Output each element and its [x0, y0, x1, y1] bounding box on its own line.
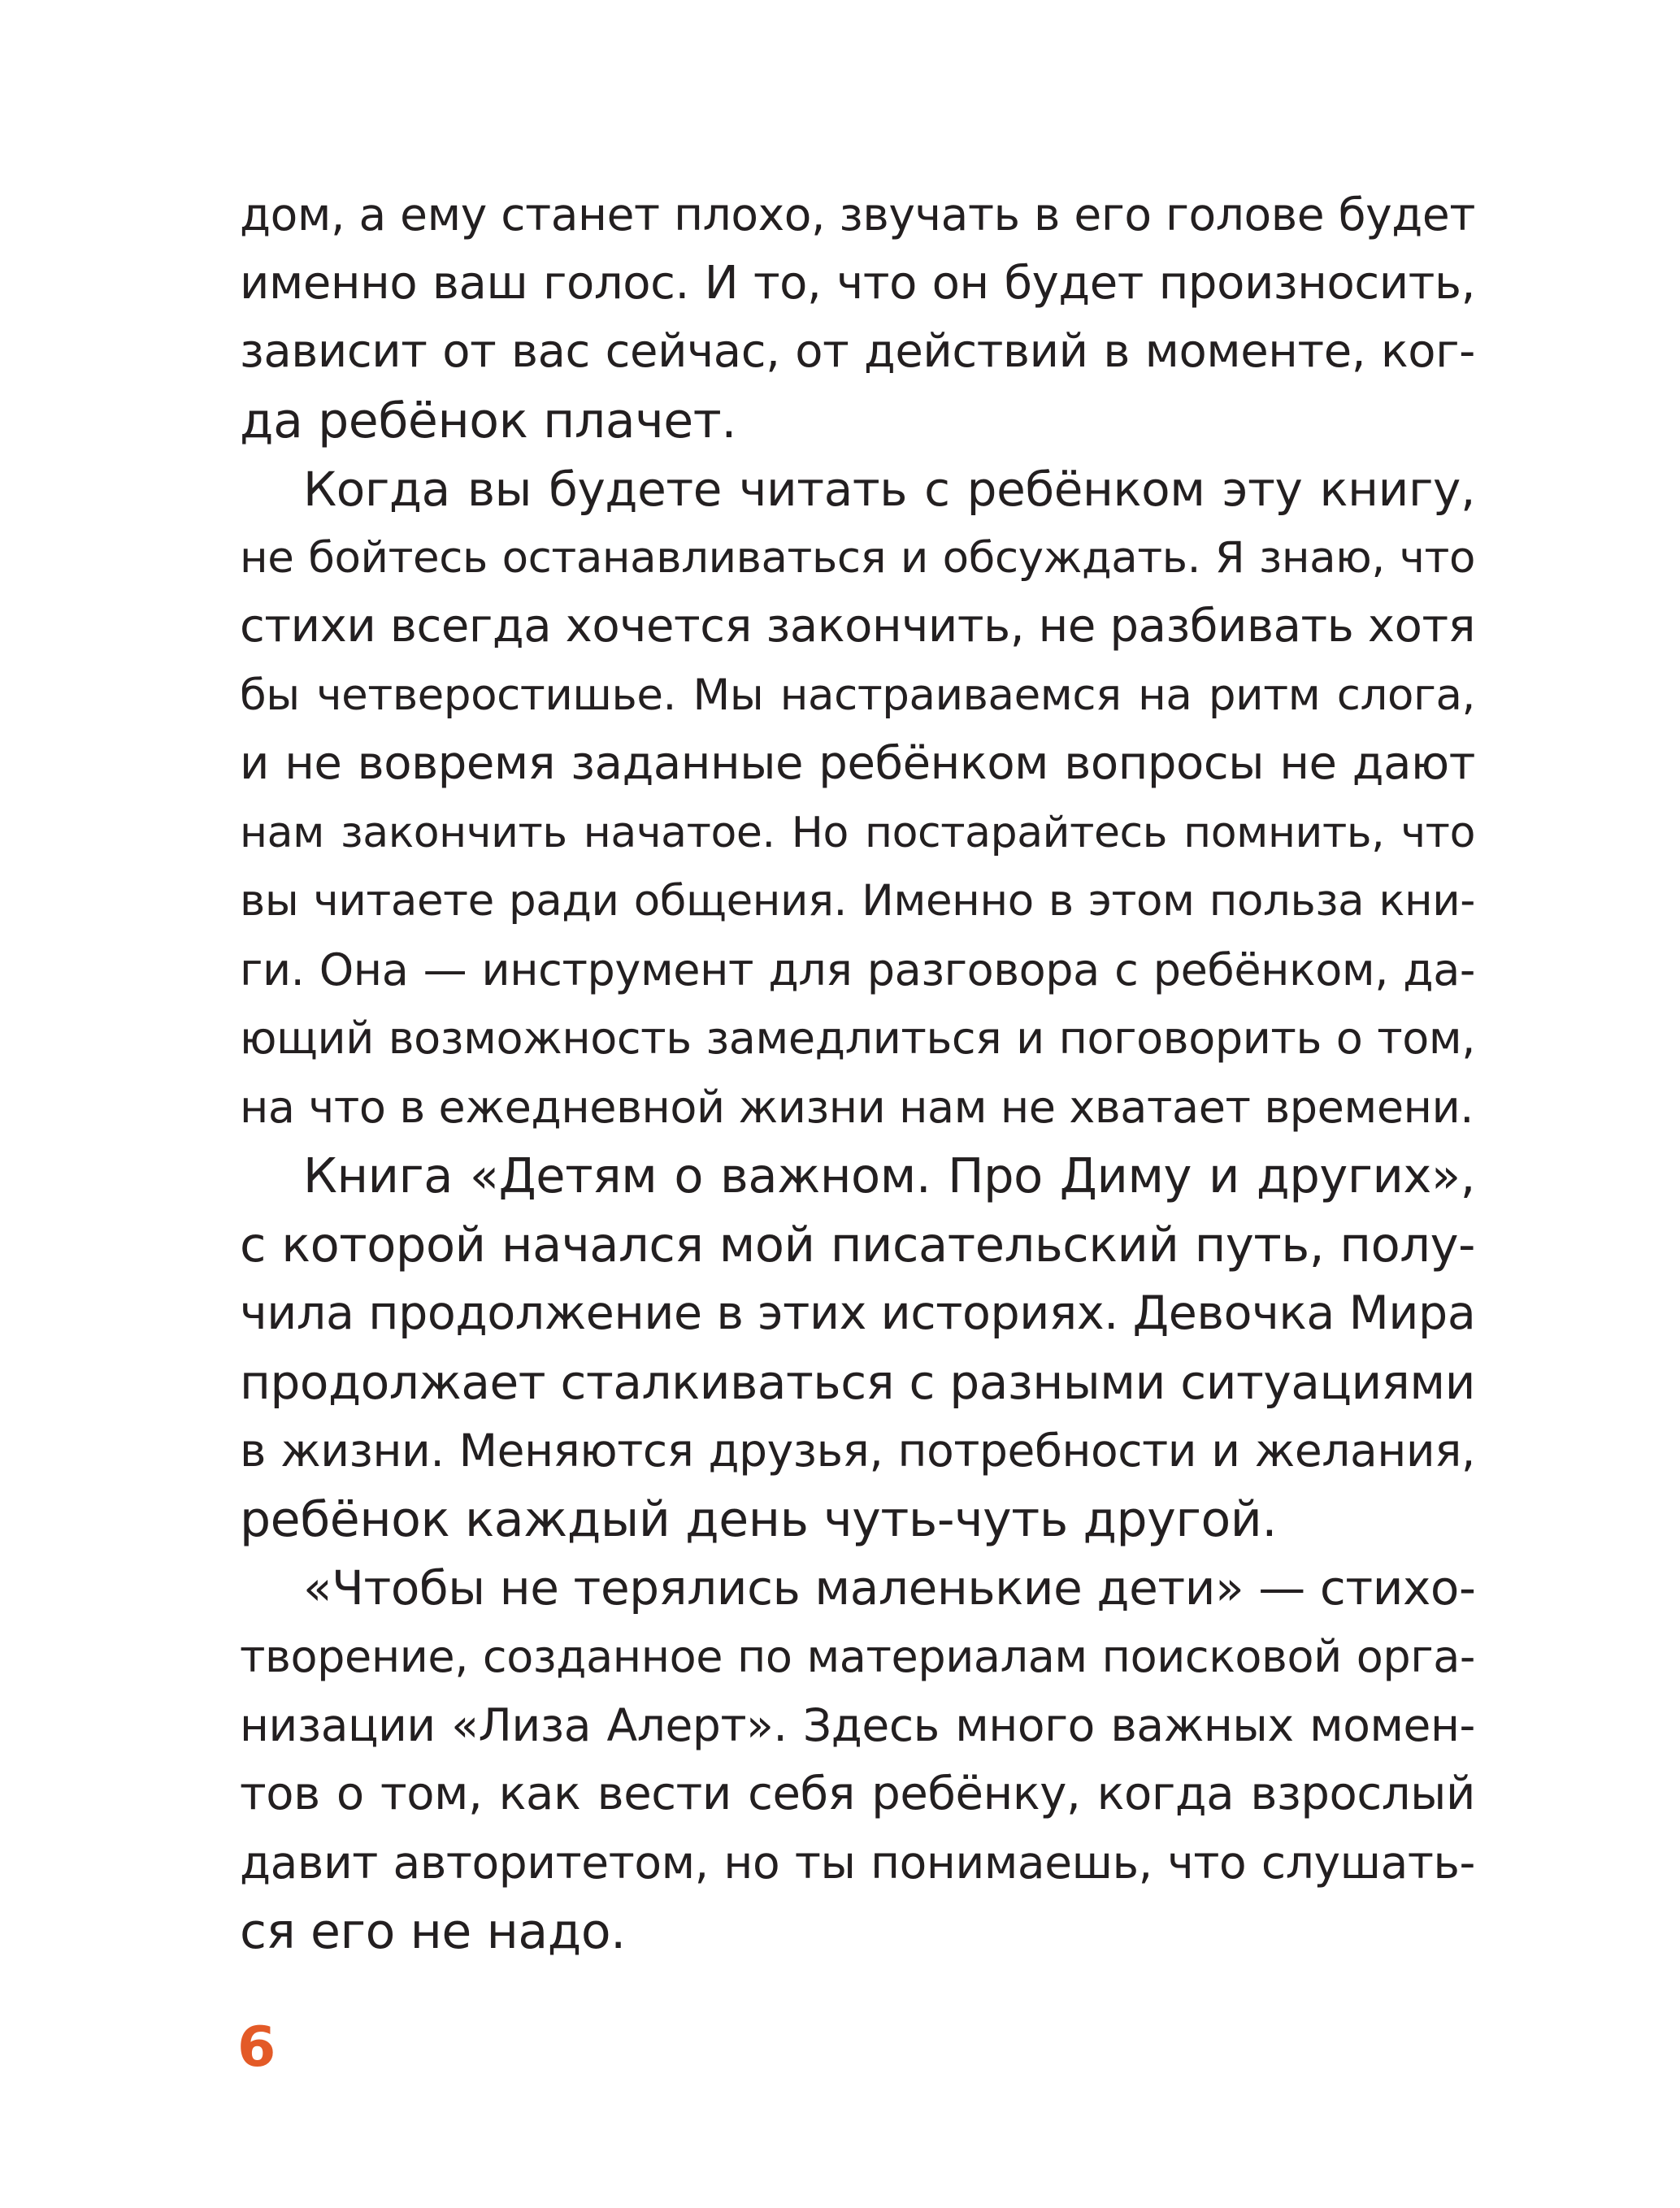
paragraph-line: зависит от вас сейчас, от действий в моменте, ког- — [240, 325, 1475, 378]
paragraph-line: низации «Лиза Алерт». Здесь много важных момен- — [240, 1699, 1475, 1751]
paragraph-line: ся его не надо. — [240, 1902, 626, 1960]
page-number: 6 — [237, 2015, 276, 2080]
paragraph-line: бы четверостишье. Мы настраиваемся на ритм слога, — [240, 670, 1475, 720]
paragraph-line: тов о том, как вести себя ребёнку, когда взрослый — [240, 1767, 1475, 1820]
paragraph-line: ющий возможность замедлиться и поговорить о том, — [240, 1013, 1475, 1064]
paragraph-line: нам закончить начатое. Но постарайтесь помнить, что — [240, 808, 1475, 857]
paragraph-line: именно ваш голос. И то, что он будет произносить, — [240, 256, 1475, 310]
paragraph-line: творение, созданное по материалам поисковой орга- — [240, 1630, 1475, 1682]
paragraph-line: на что в ежедневной жизни нам не хватает времени. — [240, 1081, 1474, 1133]
paragraph-line: не бойтесь останавливаться и обсуждать. Я знаю, что — [240, 532, 1475, 583]
paragraph-line: Когда вы будете читать с ребёнком эту книгу, — [303, 462, 1475, 517]
paragraph-line: дом, а ему станет плохо, звучать в его голове будет — [240, 189, 1475, 241]
paragraph-line: с которой начался мой писательский путь, полу- — [240, 1216, 1475, 1273]
body-text — [240, 180, 1475, 1966]
paragraph-line: и не вовремя заданные ребёнком вопросы не дают — [240, 737, 1475, 790]
paragraph-line: чила продолжение в этих историях. Девочка Мира — [240, 1286, 1476, 1340]
paragraph-line: ги. Она — инструмент для разговора с ребёнком, да- — [240, 943, 1475, 996]
paragraph-line: давит авторитетом, но ты понимаешь, что слушать- — [240, 1837, 1475, 1889]
paragraph-line: ребёнок каждый день чуть-чуть другой. — [240, 1490, 1278, 1548]
paragraph-line: в жизни. Меняются друзья, потребности и желания, — [240, 1425, 1475, 1477]
paragraph-line: продолжает сталкиваться с разными ситуациями — [240, 1354, 1475, 1410]
paragraph-line: стихи всегда хочется закончить, не разбивать хотя — [240, 600, 1475, 653]
paragraph-line: вы читаете ради общения. Именно в этом польза кни- — [240, 876, 1475, 926]
paragraph-line: Книга «Детям о важном. Про Диму и других», — [303, 1147, 1475, 1204]
paragraph-line: да ребёнок плачет. — [240, 392, 737, 449]
paragraph-line: «Чтобы не терялись маленькие дети» — стихо- — [303, 1560, 1476, 1616]
